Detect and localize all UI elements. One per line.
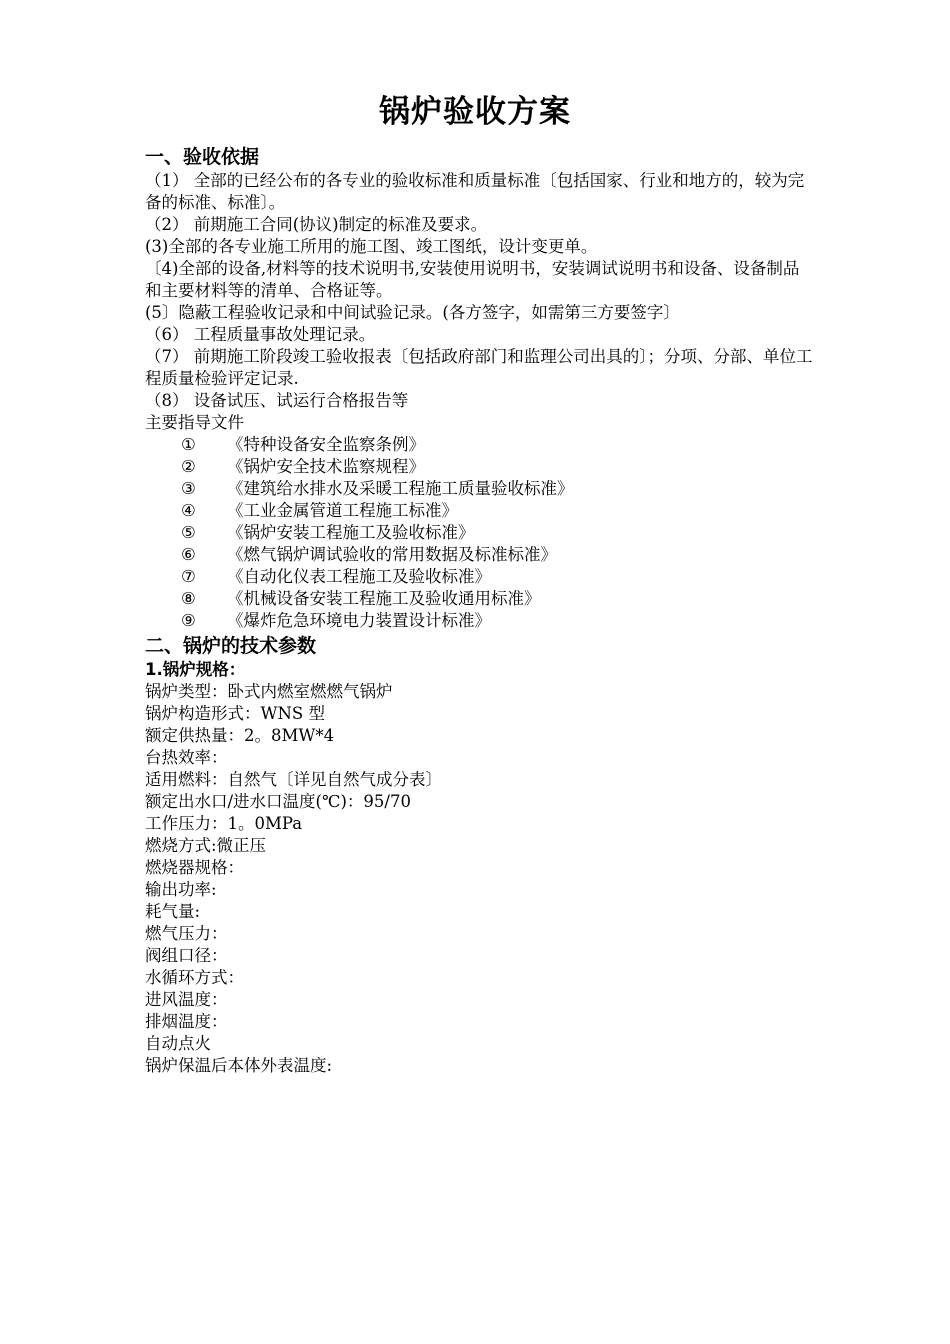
list-item [145, 478, 815, 500]
spec-line: 适用燃料：自然气〔详见自然气成分表〕 [145, 770, 442, 789]
list-text: 《特种设备安全监察条例》 [227, 435, 425, 454]
document-body [145, 144, 815, 1077]
spec-line: 自动点火 [145, 1034, 211, 1053]
list-text: 《机械设备安装工程施工及验收通用标准》 [227, 589, 541, 608]
list-item [145, 544, 815, 566]
list-number: ④ [181, 501, 196, 520]
paragraph-2: （2） 前期施工合同(协议)制定的标准及要求。 [145, 215, 488, 234]
list-text: 《工业金属管道工程施工标准》 [227, 501, 458, 520]
paragraph-8: （8） 设备试压、试运行合格报告等 [145, 391, 409, 410]
list-text: 《建筑给水排水及采暖工程施工质量验收标准》 [227, 479, 574, 498]
spec-line: 阀组口径： [145, 946, 228, 965]
subheading-boiler-spec: 1.锅炉规格： [145, 660, 246, 679]
document-title: 锅炉验收方案 [379, 94, 571, 130]
list-text: 《锅炉安全技术监察规程》 [227, 457, 425, 476]
list-number: ⑨ [181, 611, 196, 630]
paragraph-1: （1） 全部的已经公布的各专业的验收标准和质量标准〔包括国家、行业和地方的，较为完备的标准、标准〕。 [145, 171, 805, 212]
spec-line: 输出功率: [145, 880, 217, 899]
list-item [145, 456, 815, 478]
section-heading-boiler-parameters: 二、锅炉的技术参数 [145, 635, 317, 657]
list-number: ⑥ [181, 545, 196, 564]
list-text: 《锅炉安装工程施工及验收标准》 [227, 523, 475, 542]
spec-line: 水循环方式： [145, 968, 244, 987]
spec-line: 燃气压力： [145, 924, 228, 943]
list-number: ② [181, 457, 196, 476]
list-item [145, 434, 815, 456]
spec-line: 耗气量: [145, 902, 201, 921]
spec-line: 锅炉类型：卧式内燃室燃燃气锅炉 [145, 682, 393, 701]
paragraph-3: (3)全部的各专业施工所用的施工图、竣工图纸，设计变更单。 [145, 237, 598, 256]
spec-line: 额定出水口/进水口温度(℃)：95/70 [145, 792, 411, 811]
guide-documents-label: 主要指导文件 [145, 413, 244, 432]
list-number: ① [181, 435, 196, 454]
list-number: ⑤ [181, 523, 196, 542]
list-number: ⑧ [181, 589, 196, 608]
spec-line: 进风温度： [145, 990, 228, 1009]
paragraph-5: (5〕隐蔽工程验收记录和中间试验记录。(各方签字，如需第三方要签字〕 [145, 303, 680, 322]
section-heading-acceptance-basis: 一、验收依据 [145, 146, 260, 168]
list-number: ⑦ [181, 567, 196, 586]
spec-line: 台热效率： [145, 748, 228, 767]
list-item [145, 610, 815, 632]
paragraph-6: （6） 工程质量事故处理记录。 [145, 325, 376, 344]
list-text: 《自动化仪表工程施工及验收标准》 [227, 567, 491, 586]
spec-line: 锅炉保温后本体外表温度: [145, 1056, 333, 1075]
list-number: ③ [181, 479, 196, 498]
list-item [145, 522, 815, 544]
paragraph-4: 〔4)全部的设备,材料等的技术说明书,安装使用说明书，安装调试说明书和设备、设备制品和主要材料等的清单、合格证等。 [145, 259, 800, 300]
spec-line: 排烟温度： [145, 1012, 228, 1031]
spec-line: 锅炉构造形式：WNS 型 [145, 704, 325, 723]
list-item [145, 566, 815, 588]
spec-line: 燃烧方式:微正压 [145, 836, 267, 855]
spec-line: 燃烧器规格： [145, 858, 244, 877]
spec-line: 工作压力：1。0MPa [145, 814, 303, 833]
list-text: 《燃气锅炉调试验收的常用数据及标准标准》 [227, 545, 557, 564]
list-item [145, 588, 815, 610]
spec-line: 额定供热量：2。8MW*4 [145, 726, 335, 745]
paragraph-7: （7） 前期施工阶段竣工验收报表〔包括政府部门和监理公司出具的〕；分项、分部、单位工程质量检验评定记录. [145, 347, 813, 388]
list-item [145, 500, 815, 522]
list-text: 《爆炸危急环境电力装置设计标准》 [227, 611, 491, 630]
